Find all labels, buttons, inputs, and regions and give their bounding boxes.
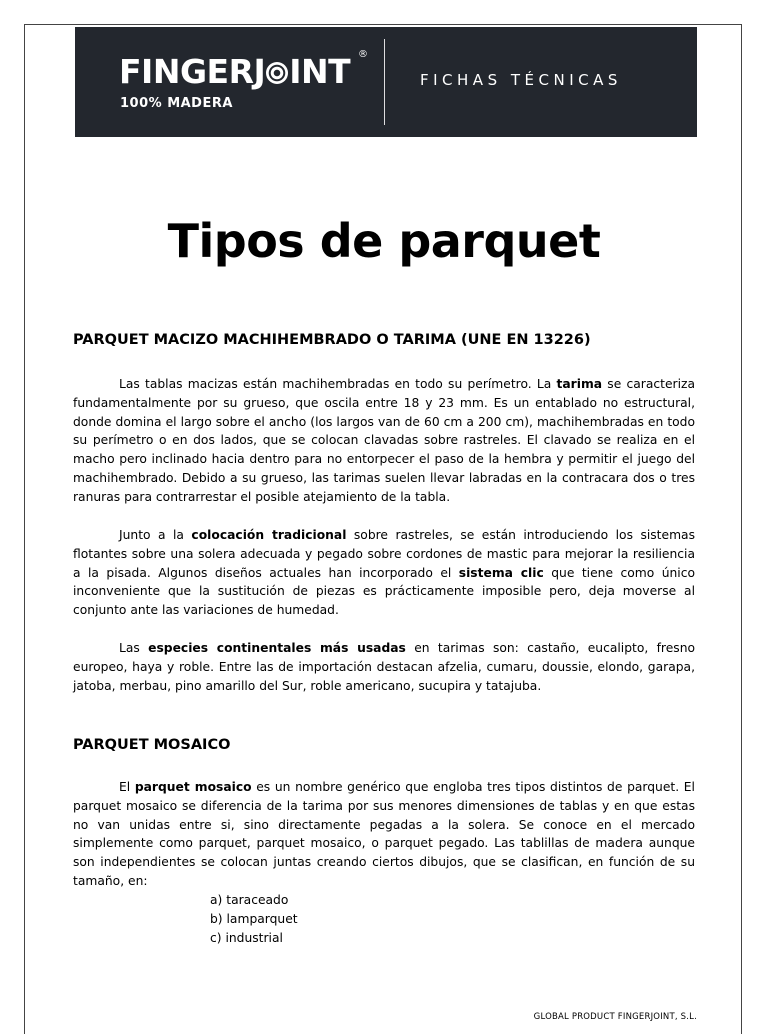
section2-paragraph1: El parquet mosaico es un nombre genérico que engloba tres tipos distintos de parquet. El parquet mosaico se diferencia de la tarima por sus menores dimensiones de tablas y en que estas no van unidas entre si, sino directamente pegadas a la solera. Se conoce en el mercado simplemente como parquet, parquet mosaico, o parquet pegado. Las tablillas de madera aunque son independientes se colocan juntas creando ciertos dibujos, que se clasifican, en función de su tamaño, en:: [73, 780, 695, 888]
section2-heading: PARQUET MOSAICO: [73, 737, 231, 753]
section1-paragraph3: Las especies continentales más usadas en tarimas son: castaño, eucalipto, fresno europeo, haya y roble. Entre las de importación destacan afzelia, cumaru, doussie, elondo, garapa, jatoba, merbau, pino amarillo del Sur, roble americano, sucupira y tatajuba.: [73, 641, 696, 693]
footer-company: GLOBAL PRODUCT FINGERJOINT, S.L.: [533, 1012, 697, 1022]
logo-ring-icon: [266, 62, 288, 84]
brand-text-right: INT: [289, 52, 351, 91]
brand-logo: [119, 52, 351, 91]
registered-mark: ®: [358, 49, 368, 60]
section1-paragraph2: Junto a la colocación tradicional sobre rastreles, se están introduciendo los sistemas flotantes sobre una solera adecuada y pegado sobre cordones de mastic para mejorar la resiliencia a la pisada. Algunos diseños actuales han incorporado el sistema clic que tiene como único inconveniente que la sustitución de piezas es prácticamente imposible pero, deja moverse al conjunto ante las variaciones de humedad.: [73, 528, 695, 618]
header-divider: [384, 39, 385, 125]
list-item: b) lamparquet: [210, 912, 298, 926]
list-item: c) industrial: [210, 931, 283, 945]
section1-paragraph1: Las tablas macizas están machihembradas en todo su perímetro. La tarima se caracteriza fundamentalmente por su grueso, que oscila entre 18 y 23 mm. Es un entablado no estructural, donde domina el largo sobre el ancho (los largos van de 60 cm a 200 cm), machihembradas en todo su perímetro o en dos lados, que se colocan clavadas sobre rastreles. El clavado se realiza en el macho pero inclinado hacia dentro para no entorpecer el paso de la hembra y permitir el juego del machihembrado. Debido a su grueso, las tarimas suelen llevar labradas en la contracara dos o tres ranuras para contrarrestar el posible atejamiento de la tabla.: [73, 377, 695, 504]
brand-text-left: FINGERJ: [119, 52, 266, 91]
brand-tagline: 100% MADERA: [120, 96, 233, 111]
header-banner: [75, 27, 697, 137]
section1-heading: PARQUET MACIZO MACHIHEMBRADO O TARIMA (UNE EN 13226): [73, 332, 591, 348]
list-item: a) taraceado: [210, 893, 289, 907]
header-section-label: FICHAS TÉCNICAS: [420, 71, 622, 89]
page-title: Tipos de parquet: [167, 214, 601, 268]
mosaic-types-list: [210, 891, 298, 948]
